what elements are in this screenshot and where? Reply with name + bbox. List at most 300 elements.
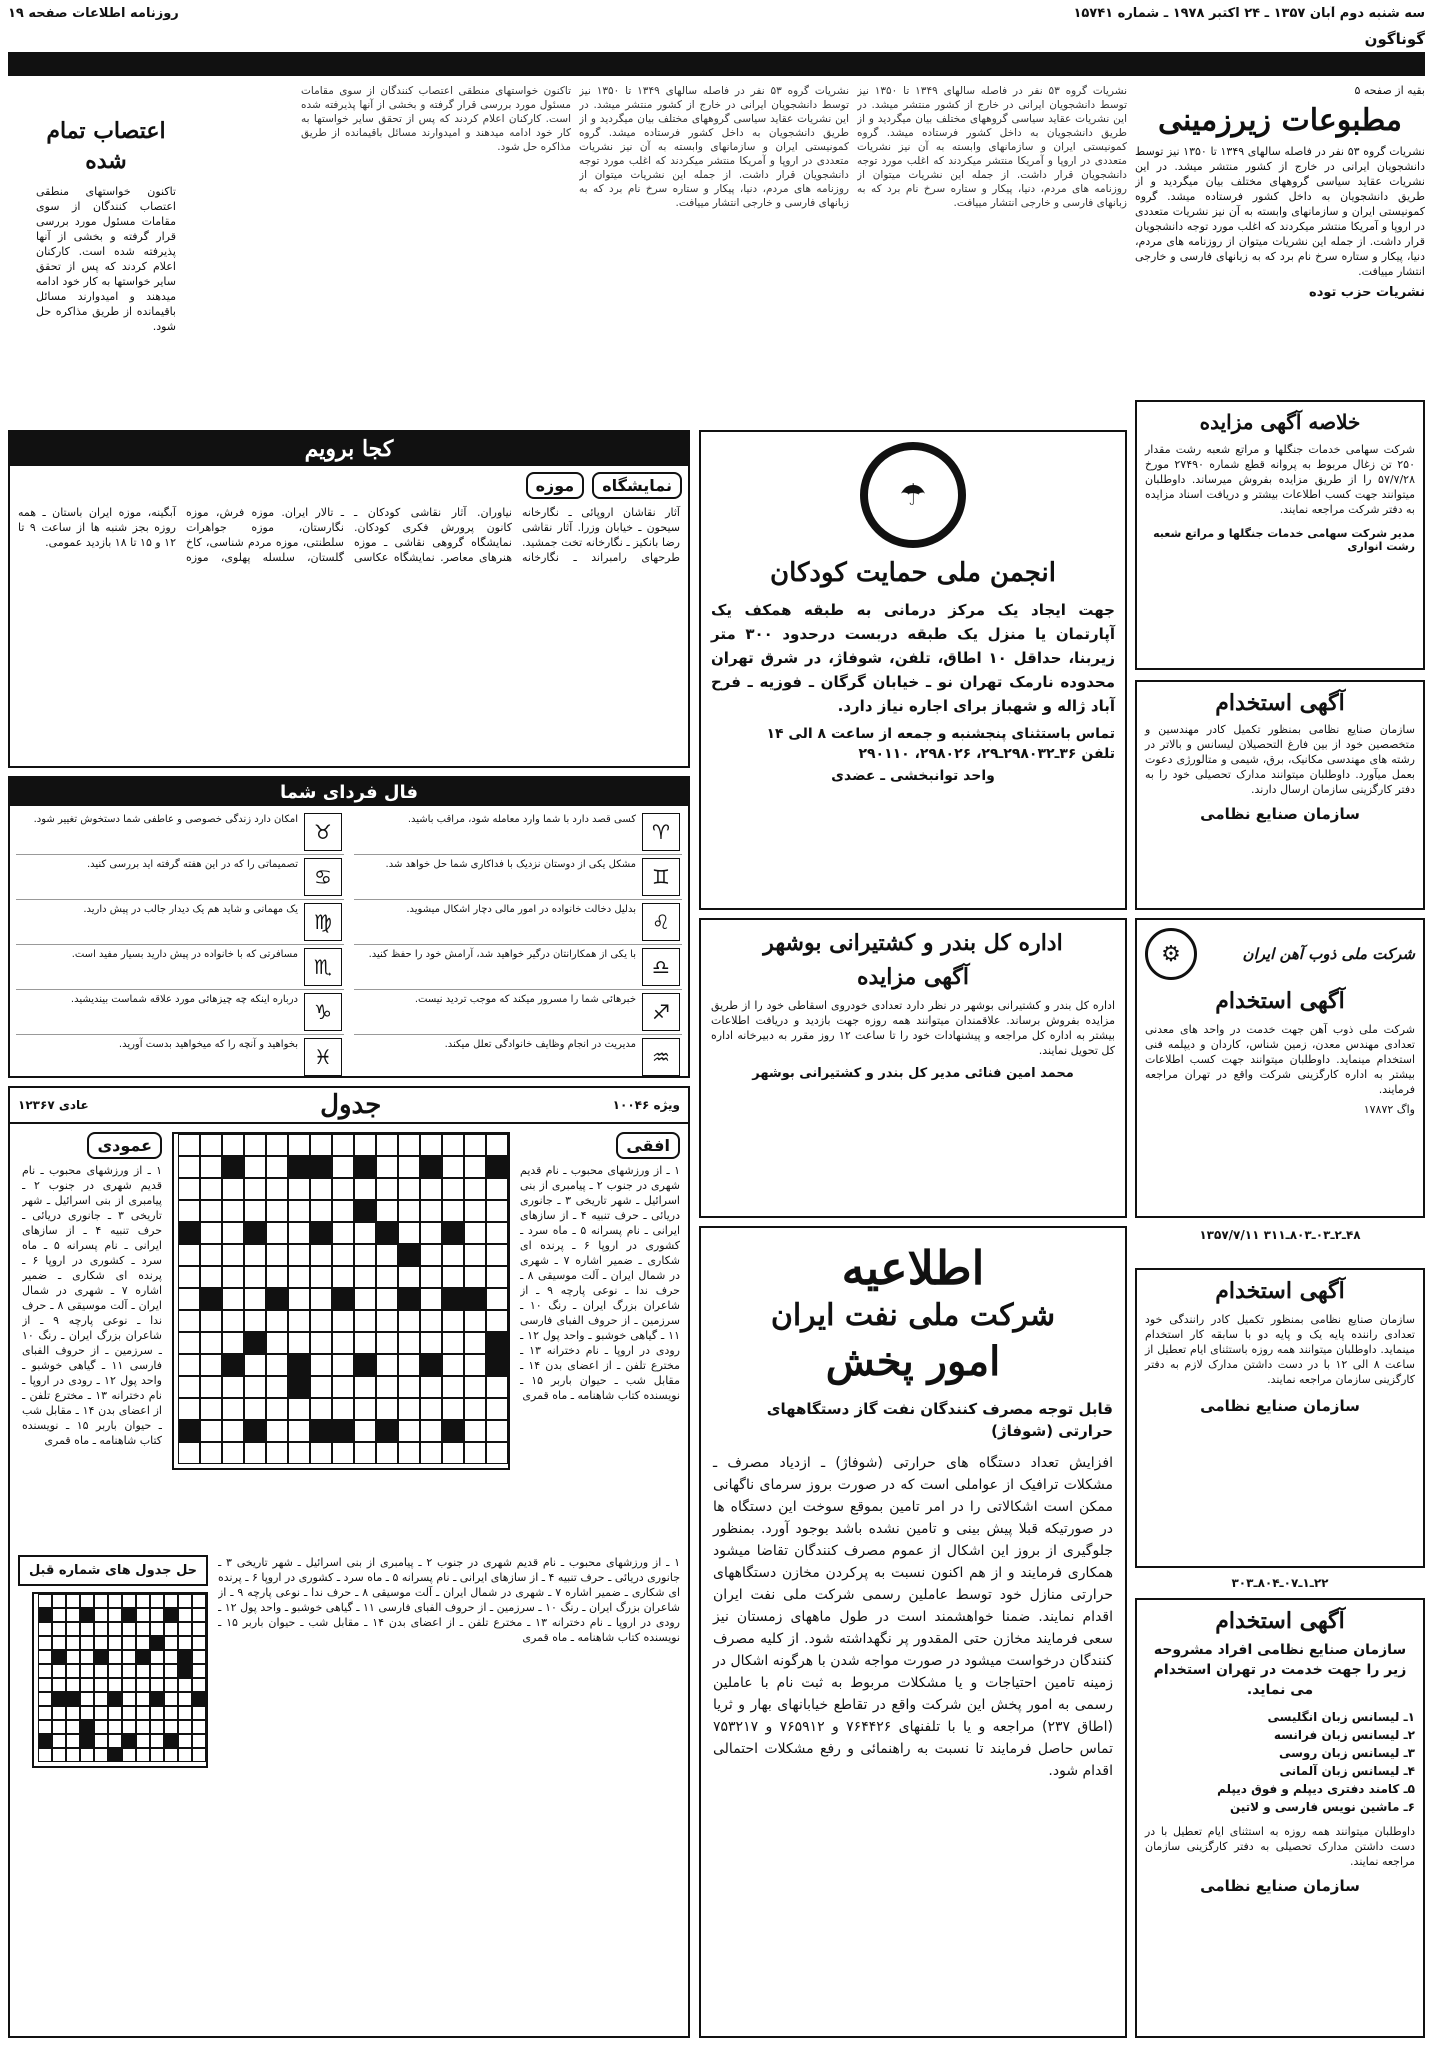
list-item: ۵ـ کامند دفتری دیپلم و فوق دیپلم (1217, 1782, 1415, 1796)
crossword-cell[interactable] (464, 1332, 486, 1354)
crossword-cell[interactable] (178, 1156, 200, 1178)
crossword-cell[interactable] (266, 1222, 288, 1244)
crossword-cell[interactable] (222, 1442, 244, 1464)
crossword-cell (94, 1692, 108, 1706)
crossword-cell (136, 1692, 150, 1706)
crossword-cell (136, 1706, 150, 1720)
kudakan-phones: تلفن ۳۶ـ۲۹۸۰۳۲ـ۲۹، ۲۹۸۰۲۶، ۲۹۰۱۱۰ (858, 746, 1115, 762)
crossword-cell[interactable] (464, 1134, 486, 1156)
crossword-cell[interactable] (200, 1310, 222, 1332)
list-item: ۱ـ لیسانس زبان انگلیسی (1267, 1710, 1415, 1724)
crossword-cell[interactable] (376, 1398, 398, 1420)
crossword-cell[interactable] (420, 1332, 442, 1354)
crossword-cell[interactable] (310, 1376, 332, 1398)
crossword-cell[interactable] (486, 1310, 508, 1332)
crossword-cell[interactable] (486, 1420, 508, 1442)
zodiac-icon: ♋ (304, 858, 342, 896)
crossword-cell[interactable] (376, 1266, 398, 1288)
crossword-cell[interactable] (486, 1244, 508, 1266)
crossword-cell (136, 1678, 150, 1692)
crossword-cell[interactable] (332, 1398, 354, 1420)
crossword-cell[interactable] (178, 1310, 200, 1332)
crossword-cell[interactable] (442, 1178, 464, 1200)
crossword-cell (80, 1650, 94, 1664)
crossword-cell[interactable] (354, 1244, 376, 1266)
museums-label: موزه (526, 472, 585, 499)
crossword-cell (94, 1678, 108, 1692)
article-column-2: نشریات گروه ۵۳ نفر در فاصله سالهای ۱۳۴۹ تا ۱۳۵۰ نیز توسط دانشجویان ایرانی در خارج از کشور منتشر میشد. در این نشریات عقاید سیاسی گروههای مختلف بیان میگردید و از طریق دانشجویان به داخل کشور فرستاده میشد. گروه کمونیستی ایران و سازمانهای وابسته به آن نیز نشریات متعددی در اروپا و آمریکا منتشر میکردند که اغلب مورد توجه دانشجویان قرار داشت. از جمله این نشریات میتوان از روزنامه های مردم، دنیا، پیکار و ستاره سرخ نام برد که به زبانهای فارسی و خارجی انتشار مییافت. (857, 85, 1127, 209)
crossword-cell (398, 1288, 420, 1310)
crossword-cell[interactable] (310, 1200, 332, 1222)
crossword-cell[interactable] (332, 1442, 354, 1464)
crossword-cell[interactable] (376, 1244, 398, 1266)
horoscope-sign (16, 810, 344, 855)
crossword-cell[interactable] (200, 1442, 222, 1464)
crossword-cell[interactable] (332, 1200, 354, 1222)
crossword-cell (192, 1748, 206, 1762)
crossword-cell[interactable] (266, 1200, 288, 1222)
crossword-cell[interactable] (398, 1200, 420, 1222)
crossword-cell[interactable] (266, 1310, 288, 1332)
crossword-cell[interactable] (244, 1310, 266, 1332)
crossword-cell (52, 1706, 66, 1720)
horoscope-text: با یکی از همکارانتان درگیر خواهید شد، آرامش خود را حفظ کنید. (368, 949, 636, 960)
crossword-cell (150, 1608, 164, 1622)
crossword-cell (192, 1650, 206, 1664)
hire-mid-ref: ۴۸ـ۲ـ۰۳ـ۸۰۳ـ۳۱۱ ۱۳۵۷/۷/۱۱ (1199, 1228, 1361, 1242)
crossword-cell (52, 1734, 66, 1748)
crossword-cell[interactable] (178, 1354, 200, 1376)
vertical-clues: ۱ ـ از ورزشهای محبوب ـ نام قدیم شهری در جنوب ۲ ـ پیامبری از بنی اسرائیل ـ شهر تاریخی ۳ ـ جانوری دریائی ـ حرف تنبیه ۴ ـ از سازهای ایرانی ـ نام پسرانه ۵ ـ ماه سرد ـ کشوری در اروپا ۶ ـ پرنده ای شکاری ـ ضمیر اشاره ۷ ـ شهری در شمال ایران ـ آلت موسیقی ۸ ـ حرف ندا ـ نوعی پارچه ۹ ـ از شاعران بزرگ ایران ـ رنگ ۱۰ ـ سرزمین ـ از حروف الفبای فارسی ۱۱ ـ گیاهی خوشبو ـ واحد پول ۱۲ ـ رودی در اروپا ـ نام دخترانه ۱۳ ـ مخترع تلفن ـ از اعضای بدن ۱۴ ـ مقابل شب ـ حیوان باربر ۱۵ ـ نویسنده کتاب شاهنامه ـ ماه قمری (22, 1164, 162, 1447)
special-label: ویژه (653, 1098, 680, 1112)
horoscope-text: بخواهید و آنچه را که میخواهید بدست آورید. (118, 1039, 298, 1050)
bushehr-ad (699, 918, 1127, 1218)
crossword-cell[interactable] (288, 1178, 310, 1200)
crossword-cell[interactable] (310, 1244, 332, 1266)
crossword-cell[interactable] (420, 1222, 442, 1244)
crossword-cell[interactable] (442, 1266, 464, 1288)
crossword-cell[interactable] (222, 1420, 244, 1442)
crossword-cell (150, 1594, 164, 1608)
crossword-cell[interactable] (178, 1442, 200, 1464)
crossword-cell[interactable] (376, 1288, 398, 1310)
crossword-cell[interactable] (178, 1178, 200, 1200)
crossword-cell[interactable] (266, 1244, 288, 1266)
crossword-cell[interactable] (420, 1288, 442, 1310)
crossword-cell[interactable] (244, 1288, 266, 1310)
crossword-cell[interactable] (244, 1398, 266, 1420)
crossword-cell[interactable] (376, 1354, 398, 1376)
crossword-cell[interactable] (398, 1376, 420, 1398)
crossword-cell[interactable] (288, 1310, 310, 1332)
crossword-cell[interactable] (310, 1442, 332, 1464)
crossword-cell[interactable] (420, 1398, 442, 1420)
kudakan-body: جهت ایجاد یک مرکز درمانی به طبقه همکف یک آپارتمان یا منزل یک طبقه دربست درحدود ۳۰۰ متر زیربنا، حداقل ۱۰ اطاق، تلفن، شوفاژ، در شرق تهران محدوده نارمک تهران نو ـ خیابان گرگان ـ فوزیه ـ فرح آباد ژاله و شهباز برای اجاره نیاز دارد. (711, 601, 1115, 715)
crossword-cell[interactable] (398, 1354, 420, 1376)
crossword-cell (178, 1608, 192, 1622)
crossword-cell[interactable] (266, 1134, 288, 1156)
crossword-cell[interactable] (332, 1354, 354, 1376)
crossword-cell[interactable] (354, 1442, 376, 1464)
crossword-cell[interactable] (376, 1332, 398, 1354)
kudakan-contact: تماس باستثنای پنجشنبه و جمعه از ساعت ۸ الی ۱۴ (766, 726, 1115, 742)
horoscope-sign (16, 900, 344, 945)
crossword-cell (52, 1692, 66, 1706)
crossword-cell[interactable] (464, 1200, 486, 1222)
crossword-cell[interactable] (200, 1178, 222, 1200)
crossword-cell[interactable] (310, 1134, 332, 1156)
crossword-cell[interactable] (398, 1442, 420, 1464)
crossword-cell[interactable] (266, 1442, 288, 1464)
crossword-cell (52, 1594, 66, 1608)
crossword-cell (66, 1650, 80, 1664)
crossword-cell[interactable] (442, 1310, 464, 1332)
crossword-cell[interactable] (310, 1354, 332, 1376)
crossword-cell[interactable] (420, 1266, 442, 1288)
crossword-cell[interactable] (332, 1376, 354, 1398)
crossword-cell (38, 1720, 52, 1734)
crossword-cell[interactable] (420, 1442, 442, 1464)
crossword-cell[interactable] (310, 1266, 332, 1288)
crossword-number: ۱۲۳۶۷ (18, 1098, 55, 1112)
crossword-cell[interactable] (376, 1442, 398, 1464)
crossword-cell[interactable] (266, 1376, 288, 1398)
crossword-cell[interactable] (244, 1134, 266, 1156)
crossword-cell[interactable] (398, 1222, 420, 1244)
crossword-cell[interactable] (442, 1354, 464, 1376)
crossword-cell[interactable] (398, 1178, 420, 1200)
crossword-cell (94, 1664, 108, 1678)
crossword-cell (178, 1222, 200, 1244)
crossword-cell[interactable] (420, 1420, 442, 1442)
crossword-cell (136, 1622, 150, 1636)
crossword-cell (164, 1664, 178, 1678)
crossword-cell[interactable] (244, 1178, 266, 1200)
crossword-cell[interactable] (266, 1266, 288, 1288)
crossword-cell (52, 1650, 66, 1664)
crossword-cell (200, 1288, 222, 1310)
crossword-cell[interactable] (442, 1244, 464, 1266)
crossword-cell[interactable] (200, 1332, 222, 1354)
crossword-cell[interactable] (244, 1244, 266, 1266)
section-label: گوناگون (1364, 30, 1425, 48)
crossword-cell[interactable] (310, 1398, 332, 1420)
crossword-cell[interactable] (464, 1420, 486, 1442)
crossword-cell (108, 1622, 122, 1636)
crossword-cell[interactable] (310, 1332, 332, 1354)
crossword-cell[interactable] (222, 1222, 244, 1244)
crossword-cell (192, 1678, 206, 1692)
crossword-cell[interactable] (200, 1200, 222, 1222)
crossword-cell[interactable] (376, 1310, 398, 1332)
crossword-cell[interactable] (464, 1156, 486, 1178)
crossword-cell (122, 1748, 136, 1762)
crossword-cell (66, 1692, 80, 1706)
crossword-cell (164, 1734, 178, 1748)
crossword-cell (52, 1664, 66, 1678)
crossword-cell[interactable] (178, 1200, 200, 1222)
crossword-cell (94, 1706, 108, 1720)
crossword-cell[interactable] (442, 1376, 464, 1398)
previous-solution-grid (32, 1592, 208, 1768)
crossword-cell[interactable] (244, 1266, 266, 1288)
crossword-cell[interactable] (266, 1332, 288, 1354)
crossword-cell[interactable] (398, 1134, 420, 1156)
crossword-cell (164, 1720, 178, 1734)
crossword-cell (332, 1420, 354, 1442)
crossword-cell (122, 1594, 136, 1608)
horoscope-sign (354, 990, 682, 1035)
crossword-cell[interactable] (398, 1310, 420, 1332)
naft-title: اطلاعیه (841, 1241, 985, 1295)
bushehr-body: اداره کل بندر و کشتیرانی بوشهر در نظر دارد تعدادی خودروی اسقاطی خود را از طریق مزایده بفروش برساند. علاقمندان میتوانند همه روزه جهت بازدید و دریافت اطلاعات بیشتر به اداره کل مراجعه و پیشنهادات خود را تا ساعت ۱۲ روز مقرر به دبیرخانه اداره کل تحویل نمایند. (711, 999, 1115, 1057)
horizontal-clues: ۱ ـ از ورزشهای محبوب ـ نام قدیم شهری در جنوب ۲ ـ پیامبری از بنی اسرائیل ـ شهر تاریخی ۳ ـ جانوری دریائی ـ حرف تنبیه ۴ ـ از سازهای ایرانی ـ نام پسرانه ۵ ـ ماه سرد ـ کشوری در اروپا ۶ ـ پرنده ای شکاری ـ ضمیر اشاره ۷ ـ شهری در شمال ایران ـ آلت موسیقی ۸ ـ حرف ندا ـ نوعی پارچه ۹ ـ از شاعران بزرگ ایران ـ رنگ ۱۰ ـ سرزمین ـ از حروف الفبای فارسی ۱۱ ـ گیاهی خوشبو ـ واحد پول ۱۲ ـ رودی در اروپا ـ نام دخترانه ۱۳ ـ مخترع تلفن ـ از اعضای بدن ۱۴ ـ مقابل شب ـ حیوان باربر ۱۵ ـ نویسنده کتاب شاهنامه ـ ماه قمری (520, 1164, 680, 1402)
crossword-cell[interactable] (486, 1134, 508, 1156)
crossword-cell[interactable] (310, 1178, 332, 1200)
crossword-cell[interactable] (486, 1222, 508, 1244)
crossword-cell[interactable] (464, 1442, 486, 1464)
regular-label: عادی (58, 1098, 89, 1112)
crossword-cell[interactable] (442, 1156, 464, 1178)
crossword-cell (442, 1420, 464, 1442)
crossword-cell[interactable] (178, 1398, 200, 1420)
crossword-cell[interactable] (266, 1156, 288, 1178)
crossword-cell (136, 1720, 150, 1734)
crossword-cell (164, 1608, 178, 1622)
crossword-cell (66, 1748, 80, 1762)
crossword-section (8, 1086, 690, 2038)
horoscope-text: خبرهائی شما را مسرور میکند که موجب تردید نیست. (414, 994, 636, 1005)
crossword-cell[interactable] (222, 1398, 244, 1420)
crossword-cell[interactable] (310, 1288, 332, 1310)
crossword-cell (38, 1748, 52, 1762)
crossword-cell[interactable] (332, 1178, 354, 1200)
crossword-cell[interactable] (486, 1442, 508, 1464)
horoscope-header (10, 778, 688, 806)
crossword-cell (150, 1734, 164, 1748)
crossword-cell[interactable] (222, 1134, 244, 1156)
exhibitions-label: نمایشگاه (592, 472, 682, 499)
crossword-cell[interactable] (332, 1310, 354, 1332)
crossword-cell[interactable] (442, 1442, 464, 1464)
crossword-cell[interactable] (200, 1244, 222, 1266)
crossword-cell[interactable] (332, 1222, 354, 1244)
crossword-cell[interactable] (266, 1420, 288, 1442)
crossword-cell[interactable] (288, 1222, 310, 1244)
crossword-cell[interactable] (332, 1266, 354, 1288)
crossword-cell (136, 1608, 150, 1622)
crossword-cell (164, 1594, 178, 1608)
zobahan-body: شرکت ملی ذوب آهن جهت خدمت در واحد های معدنی تعدادی مهندس معدن، زمین شناس، کاردان و دیپلمه فنی استخدام مینماید. داوطلبان میتوانند جهت کسب اطلاعات بیشتر به اداره کارگزینی شرکت واقع در تهران مراجعه فرمایند. (1145, 1023, 1415, 1096)
crossword-cell[interactable] (486, 1200, 508, 1222)
crossword-cell[interactable] (200, 1354, 222, 1376)
crossword-cell[interactable] (442, 1200, 464, 1222)
crossword-cell[interactable] (332, 1134, 354, 1156)
crossword-cell[interactable] (288, 1244, 310, 1266)
crossword-cell[interactable] (200, 1398, 222, 1420)
crossword-cell[interactable] (398, 1420, 420, 1442)
crossword-cell[interactable] (222, 1200, 244, 1222)
crossword-cell[interactable] (420, 1376, 442, 1398)
crossword-cell[interactable] (442, 1398, 464, 1420)
crossword-cell[interactable] (178, 1332, 200, 1354)
crossword-cell (52, 1608, 66, 1622)
header-rule (8, 52, 1425, 76)
crossword-cell[interactable] (464, 1354, 486, 1376)
crossword-cell[interactable] (244, 1354, 266, 1376)
crossword-cell[interactable] (354, 1376, 376, 1398)
crossword-cell[interactable] (486, 1376, 508, 1398)
crossword-cell[interactable] (354, 1266, 376, 1288)
crossword-cell[interactable] (288, 1442, 310, 1464)
crossword-cell (52, 1678, 66, 1692)
zodiac-icon: ♐ (642, 993, 680, 1031)
crossword-cell[interactable] (332, 1244, 354, 1266)
crossword-cell[interactable] (222, 1266, 244, 1288)
crossword-cell[interactable] (200, 1376, 222, 1398)
zobahan-logo-icon: ⚙ (1145, 928, 1197, 980)
crossword-cell (192, 1594, 206, 1608)
crossword-cell[interactable] (288, 1266, 310, 1288)
crossword-cell[interactable] (288, 1288, 310, 1310)
crossword-cell[interactable] (420, 1310, 442, 1332)
crossword-cell[interactable] (354, 1332, 376, 1354)
crossword-cell (66, 1608, 80, 1622)
hire-bottom-list (1145, 1708, 1415, 1816)
crossword-cell (66, 1594, 80, 1608)
horoscope-text: امکان دارد زندگی خصوصی و عاطفی شما دستخوش تغییر شود. (33, 814, 298, 825)
crossword-cell (94, 1622, 108, 1636)
crossword-grid[interactable] (172, 1132, 510, 1470)
crossword-cell[interactable] (398, 1332, 420, 1354)
crossword-cell[interactable] (200, 1420, 222, 1442)
crossword-cell[interactable] (288, 1420, 310, 1442)
crossword-cell[interactable] (464, 1266, 486, 1288)
crossword-cell[interactable] (354, 1310, 376, 1332)
crossword-cell (136, 1734, 150, 1748)
crossword-cell[interactable] (288, 1134, 310, 1156)
crossword-cell[interactable] (244, 1442, 266, 1464)
crossword-cell[interactable] (486, 1398, 508, 1420)
bushehr-subtitle: آگهی مزایده (857, 964, 969, 990)
zodiac-icon: ♏ (304, 948, 342, 986)
zodiac-icon: ♓ (304, 1038, 342, 1076)
crossword-cell[interactable] (376, 1134, 398, 1156)
crossword-cell[interactable] (354, 1134, 376, 1156)
crossword-cell[interactable] (398, 1156, 420, 1178)
crossword-cell[interactable] (222, 1288, 244, 1310)
crossword-cell[interactable] (486, 1288, 508, 1310)
crossword-cell[interactable] (376, 1376, 398, 1398)
crossword-cell[interactable] (222, 1332, 244, 1354)
etesab-box (36, 116, 176, 416)
crossword-cell[interactable] (178, 1244, 200, 1266)
crossword-cell (178, 1678, 192, 1692)
crossword-cell[interactable] (310, 1310, 332, 1332)
crossword-cell (80, 1720, 94, 1734)
crossword-cell[interactable] (288, 1398, 310, 1420)
crossword-cell[interactable] (200, 1134, 222, 1156)
crossword-cell[interactable] (244, 1200, 266, 1222)
crossword-cell[interactable] (464, 1222, 486, 1244)
crossword-cell[interactable] (222, 1310, 244, 1332)
crossword-cell[interactable] (398, 1266, 420, 1288)
crossword-cell[interactable] (266, 1398, 288, 1420)
crossword-cell[interactable] (178, 1376, 200, 1398)
crossword-cell[interactable] (200, 1156, 222, 1178)
horoscope-text: مشکل یکی از دوستان نزدیک با فداکاری شما حل خواهد شد. (385, 859, 636, 870)
crossword-cell[interactable] (244, 1156, 266, 1178)
crossword-cell[interactable] (376, 1178, 398, 1200)
crossword-cell[interactable] (222, 1376, 244, 1398)
crossword-cell[interactable] (332, 1332, 354, 1354)
hire-mid-body: سازمان صنایع نظامی بمنظور تکمیل کادر رانندگی خود تعدادی راننده پایه یک و پایه دو با سابقه کار استخدام مینماید. داوطلبان میتوانند همه روزه باستثنای ایام تعطیل از ساعت ۸ الی ۱۲ با در دست داشتن مدارک لازم به دفتر کارگزینی سازمان مراجعه نمایند. (1145, 1313, 1415, 1386)
horoscope-text: مسافرتی که با خانواده در پیش دارید بسیار مفید است. (71, 949, 298, 960)
hire-bottom-note: داوطلبان میتوانند همه روزه به استثنای ایام تعطیل با در دست داشتن مدارک تحصیلی به دفتر کارگزینی سازمان مراجعه نمایند. (1145, 1825, 1415, 1868)
crossword-cell[interactable] (464, 1244, 486, 1266)
crossword-cell[interactable] (200, 1222, 222, 1244)
crossword-cell[interactable] (178, 1134, 200, 1156)
crossword-cell[interactable] (442, 1332, 464, 1354)
crossword-cell[interactable] (354, 1398, 376, 1420)
crossword-cell (80, 1622, 94, 1636)
crossword-cell[interactable] (464, 1310, 486, 1332)
crossword-cell[interactable] (332, 1156, 354, 1178)
press-article (1135, 84, 1425, 414)
crossword-cell[interactable] (288, 1332, 310, 1354)
crossword-cell (332, 1288, 354, 1310)
crossword-cell[interactable] (420, 1200, 442, 1222)
crossword-cell[interactable] (398, 1398, 420, 1420)
crossword-cell[interactable] (464, 1398, 486, 1420)
crossword-cell[interactable] (464, 1178, 486, 1200)
crossword-cell[interactable] (486, 1178, 508, 1200)
crossword-cell (94, 1594, 108, 1608)
crossword-cell (178, 1706, 192, 1720)
crossword-cell[interactable] (244, 1376, 266, 1398)
crossword-cell (122, 1636, 136, 1650)
crossword-cell[interactable] (354, 1420, 376, 1442)
crossword-cell[interactable] (420, 1178, 442, 1200)
crossword-cell[interactable] (442, 1134, 464, 1156)
crossword-cell (178, 1734, 192, 1748)
crossword-cell (150, 1706, 164, 1720)
horizontal-title: افقی (616, 1132, 680, 1159)
crossword-cell[interactable] (376, 1200, 398, 1222)
crossword-cell[interactable] (420, 1134, 442, 1156)
crossword-cell[interactable] (464, 1376, 486, 1398)
crossword-cell[interactable] (288, 1200, 310, 1222)
crossword-cell (192, 1720, 206, 1734)
crossword-cell[interactable] (222, 1178, 244, 1200)
bushehr-signature: محمد امین فنائی مدیر کل بندر و کشتیرانی بوشهر (752, 1066, 1074, 1081)
crossword-cell (122, 1692, 136, 1706)
crossword-cell[interactable] (178, 1288, 200, 1310)
crossword-cell (178, 1650, 192, 1664)
crossword-cell[interactable] (266, 1178, 288, 1200)
crossword-cell[interactable] (266, 1354, 288, 1376)
crossword-cell[interactable] (354, 1288, 376, 1310)
crossword-cell[interactable] (200, 1266, 222, 1288)
crossword-cell[interactable] (178, 1266, 200, 1288)
crossword-cell[interactable] (222, 1244, 244, 1266)
crossword-cell[interactable] (486, 1266, 508, 1288)
crossword-cell[interactable] (354, 1178, 376, 1200)
crossword-cell[interactable] (420, 1244, 442, 1266)
crossword-cell (420, 1156, 442, 1178)
crossword-cell[interactable] (376, 1156, 398, 1178)
crossword-cell[interactable] (354, 1222, 376, 1244)
